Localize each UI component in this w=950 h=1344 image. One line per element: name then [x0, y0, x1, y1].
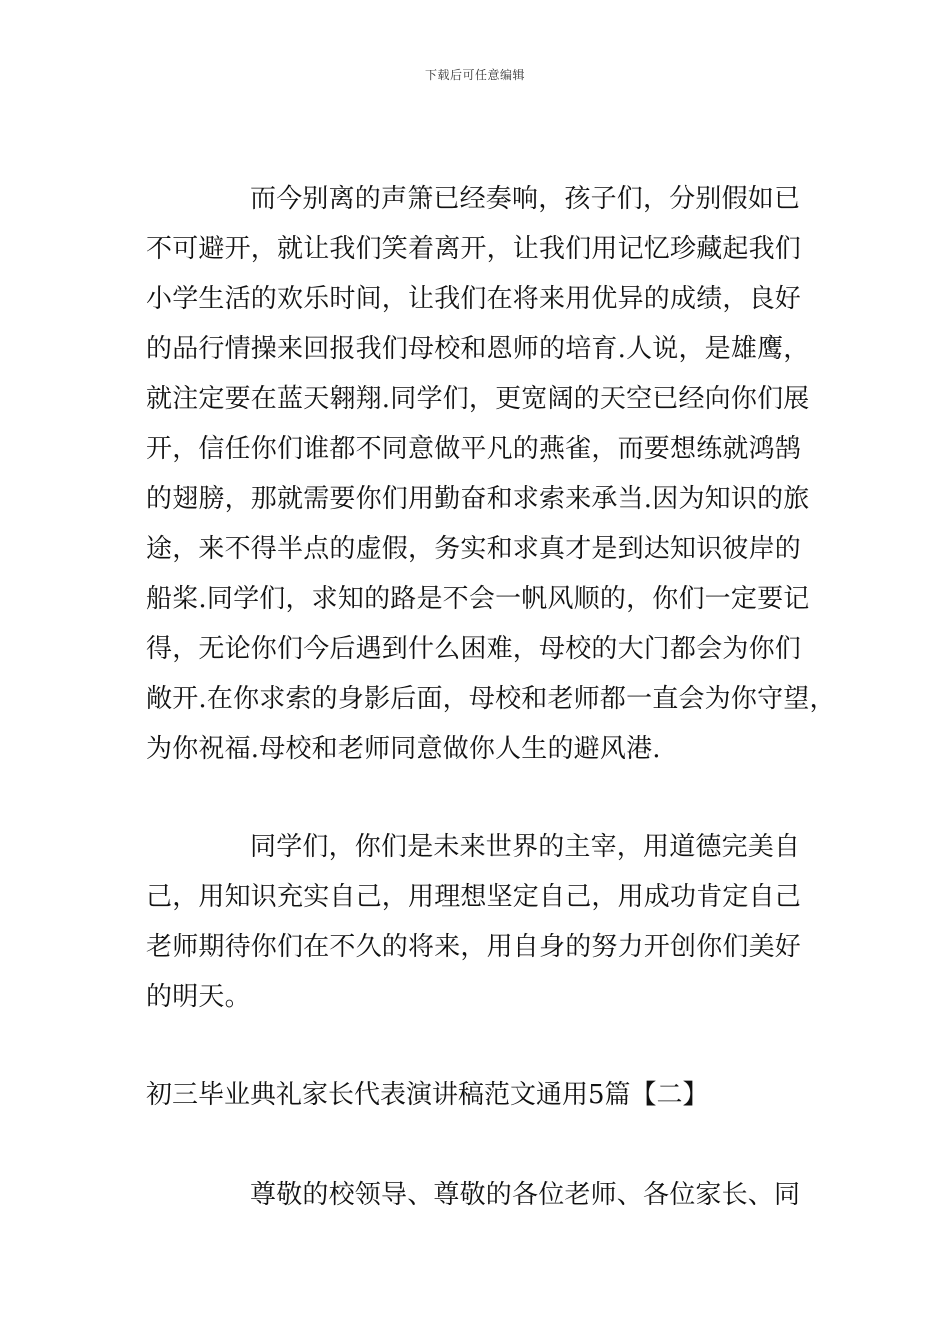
page-header: 下载后可任意编辑 [424, 68, 525, 82]
paragraph-line: 同学们，你们是未来世界的主宰，用道德完美自 [250, 832, 801, 862]
paragraph-line: 尊敬的校领导、尊敬的各位老师、各位家长、同 [250, 1180, 801, 1210]
paragraph-line: 就注定要在蓝天翱翔.同学们，更宽阔的天空已经向你们展 [146, 384, 810, 414]
paragraph-line: 船桨.同学们，求知的路是不会一帆风顺的，你们一定要记 [146, 584, 810, 614]
paragraph-line: 开，信任你们谁都不同意做平凡的燕雀，而要想练就鸿鹄 [146, 434, 802, 464]
paragraph-line: 为你祝福.母校和老师同意做你人生的避风港. [146, 734, 661, 764]
paragraph-line: 的明天。 [146, 982, 251, 1012]
paragraph-line: 得，无论你们今后遇到什么困难，母校的大门都会为你们 [146, 634, 802, 664]
paragraph-line: 老师期待你们在不久的将来，用自身的努力开创你们美好 [146, 932, 802, 962]
paragraph-line: 己，用知识充实自己，用理想坚定自己，用成功肯定自己 [146, 882, 802, 912]
paragraph-line: 的翅膀，那就需要你们用勤奋和求索来承当.因为知识的旅 [146, 484, 810, 514]
paragraph-line: 途，来不得半点的虚假，务实和求真才是到达知识彼岸的 [146, 534, 802, 564]
paragraph-line: 小学生活的欢乐时间，让我们在将来用优异的成绩，良好 [146, 284, 802, 314]
section-heading: 初三毕业典礼家长代表演讲稿范文通用5篇【二】 [146, 1080, 709, 1110]
paragraph-line: 不可避开，就让我们笑着离开，让我们用记忆珍藏起我们 [146, 234, 802, 264]
paragraph-line: 而今别离的声箫已经奏响，孩子们，分别假如已 [250, 184, 801, 214]
paragraph-line: 敞开.在你求索的身影后面，母校和老师都一直会为你守望， [146, 684, 836, 714]
paragraph-line: 的品行情操来回报我们母校和恩师的培育.人说，是雄鹰， [146, 334, 810, 364]
